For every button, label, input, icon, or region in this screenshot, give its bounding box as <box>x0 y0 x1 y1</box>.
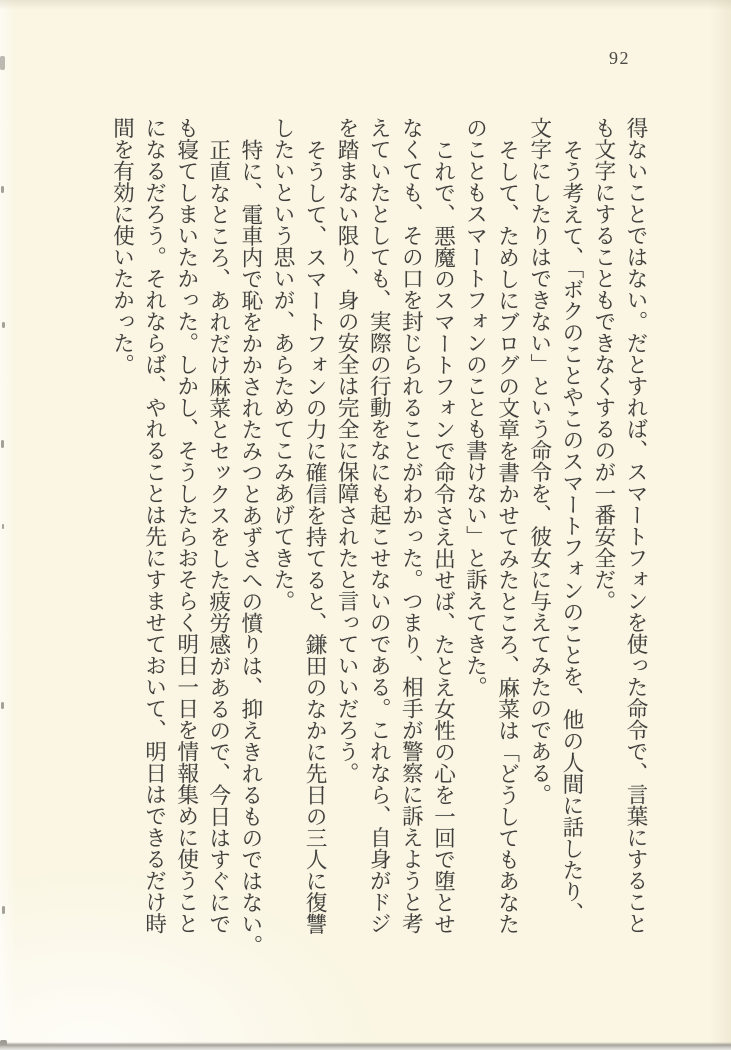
scan-artifact <box>2 322 5 328</box>
scan-artifact <box>1 440 4 448</box>
scan-artifact <box>2 906 5 914</box>
scan-artifact <box>2 524 4 529</box>
page-bottom-edge <box>0 1042 731 1050</box>
paragraph: 得ないことではない。だとすれば、スマートフォンを使った命令で、言葉にすることも文字にすることもできなくするのが一番安全だ。 <box>591 117 648 934</box>
scan-artifact <box>1 702 4 709</box>
paragraph: 正直なところ、あれだけ麻菜とセックスをした疲労感があるので、今日はすぐにでも寝てしまいたかった。しかし、そうしたらおそらく明日一日を情報集めに使うことになるだろう。それならば、やれることは先にすませておいて、明日はできるだけ時間を有効に使いたかった。 <box>110 117 231 934</box>
paragraph: 特に、電車内で恥をかかされたみつとあずさへの憤りは、抑えきれるものではない。 <box>238 138 263 956</box>
scan-artifact <box>1 186 4 193</box>
scan-artifact <box>0 56 5 70</box>
paragraph: これで、悪魔のスマートフォンで命令さえ出せば、たとえ女性の心を一回で堕とせなくても、その口を封じられることがわかった。つまり、相手が警察に訴えようと考えていたとしても、実際の行動をなにも起こせないのである。これなら、自身がドジを踏まない限り、身の安全は完全に保障されたと言っていいだろう。 <box>335 117 456 934</box>
paragraph: そうして、スマートフォンの力に確信を持てると、鎌田のなかに先日の三人に復讐したいという思いが、あらためてこみあげてきた。 <box>270 117 328 934</box>
body-text <box>106 117 652 956</box>
paragraph: そう考えて、「ボクのことやこのスマートフォンのことを、他の人間に話したり、文字にしたりはできない」という命令を、彼女に与えてみたのである。 <box>527 117 584 924</box>
page-number: 92 <box>609 48 630 68</box>
paragraph: そして、ためしにブログの文章を書かせてみたところ、麻菜は「どうしてもあなたのこともスマートフォンのことも書けない」と訴えてきた。 <box>463 117 520 934</box>
